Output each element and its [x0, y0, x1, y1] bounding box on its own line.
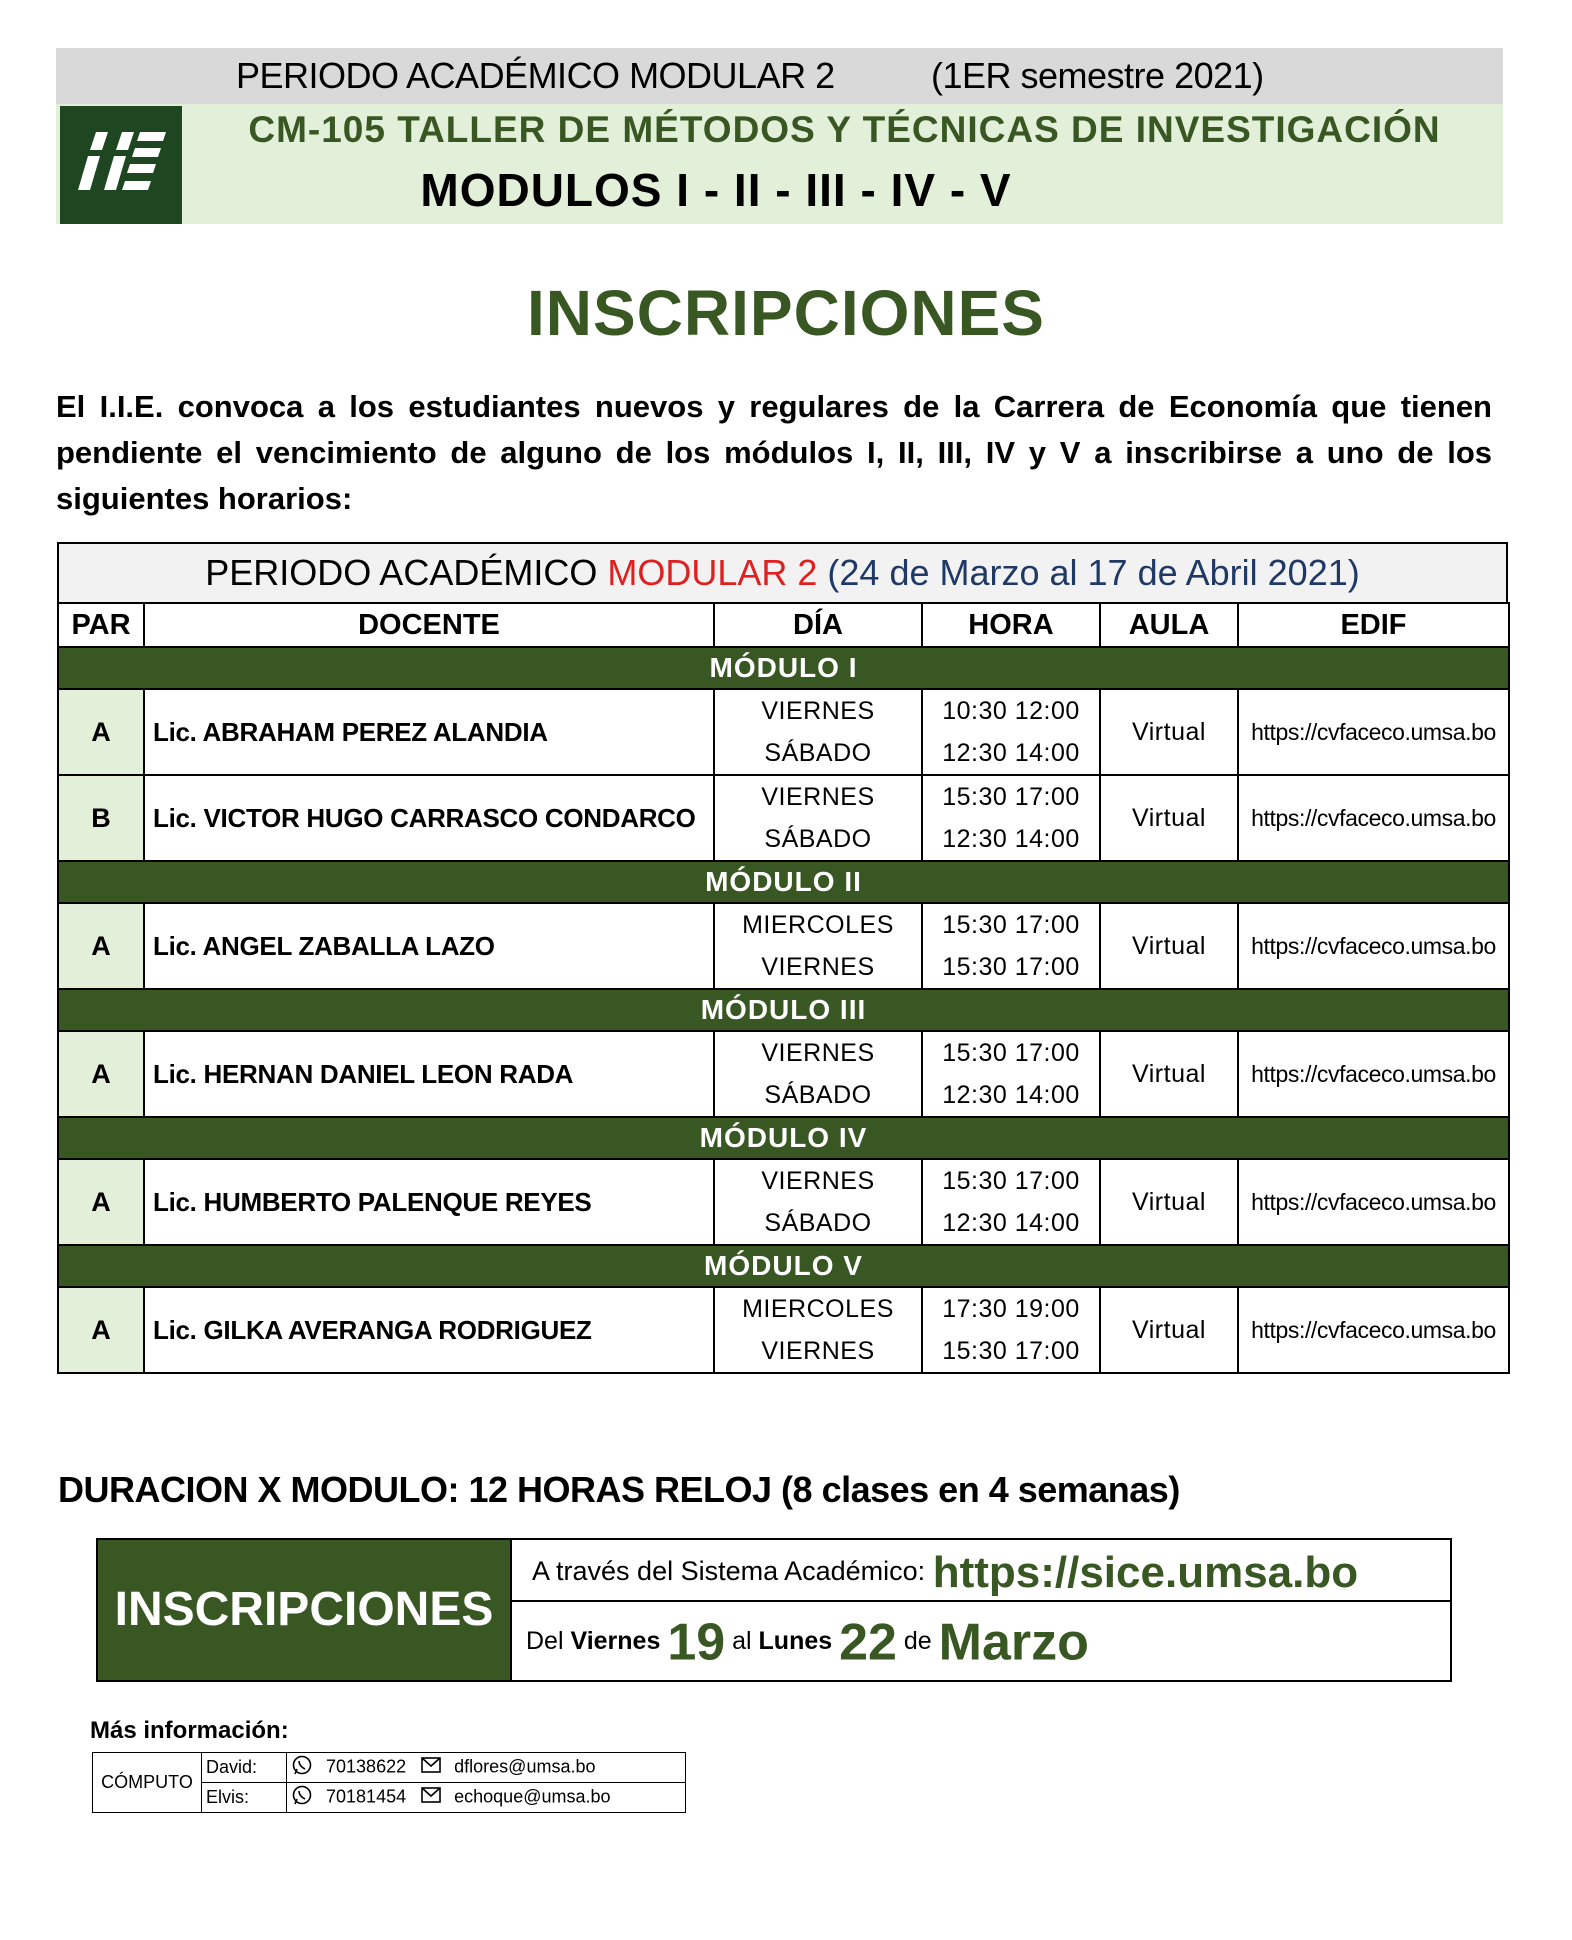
hora-value: 15:30 17:00	[942, 1337, 1080, 1365]
hora-cell	[922, 903, 1100, 989]
table-row	[58, 689, 1509, 775]
table-header-row	[58, 603, 1509, 647]
aula-cell: Virtual	[1100, 775, 1238, 861]
dia-value: VIERNES	[761, 1167, 875, 1195]
schedule-period-row	[57, 542, 1508, 602]
dia-value: MIERCOLES	[742, 911, 894, 939]
dia-value: SÁBADO	[764, 825, 872, 853]
page-title: INSCRIPCIONES	[527, 277, 1045, 349]
aula-cell: Virtual	[1100, 1287, 1238, 1373]
par-cell: B	[58, 775, 144, 861]
par-cell: A	[58, 1287, 144, 1373]
del-text: Del	[526, 1627, 564, 1655]
dia-value: MIERCOLES	[742, 1295, 894, 1323]
col-hora: HORA	[922, 603, 1100, 647]
module-header-row	[58, 1117, 1509, 1159]
edif-link[interactable]: https://cvfaceco.umsa.bo	[1238, 775, 1509, 861]
period-dates: (24 de Marzo al 17 de Abril 2021)	[827, 552, 1360, 593]
intro-paragraph: El I.I.E. convoca a los estudiantes nuevos y regulares de la Carrera de Economía que tienen pendiente el vencimiento de alguno de los módulos I, II, III, IV y V a inscribirse a uno de los siguientes horarios:	[56, 389, 1492, 516]
aula-cell: Virtual	[1100, 903, 1238, 989]
header-period-bar	[56, 48, 1503, 104]
registration-label: INSCRIPCIONES	[98, 1540, 510, 1680]
table-row	[58, 1287, 1509, 1373]
table-row	[58, 775, 1509, 861]
hora-value: 12:30 14:00	[942, 739, 1080, 767]
dia-value: SÁBADO	[764, 1081, 872, 1109]
dia-cell	[714, 1287, 922, 1373]
start-day-number: 19	[667, 1613, 726, 1672]
col-dia: DÍA	[714, 603, 922, 647]
docente-cell: Lic. ABRAHAM PEREZ ALANDIA	[144, 689, 714, 775]
contact-name: David:	[202, 1753, 287, 1783]
contact-phone[interactable]: 70181454	[326, 1786, 407, 1807]
docente-cell: Lic. VICTOR HUGO CARRASCO CONDARCO	[144, 775, 714, 861]
par-cell: A	[58, 1031, 144, 1117]
dia-cell	[714, 775, 922, 861]
module-header-row	[58, 1245, 1509, 1287]
hora-value: 15:30 17:00	[942, 953, 1080, 981]
aula-cell: Virtual	[1100, 1159, 1238, 1245]
hora-cell	[922, 775, 1100, 861]
contact-table	[92, 1752, 686, 1813]
module-header-row	[58, 647, 1509, 689]
col-aula: AULA	[1100, 603, 1238, 647]
hora-cell	[922, 1287, 1100, 1373]
docente-cell: Lic. ANGEL ZABALLA LAZO	[144, 903, 714, 989]
dia-cell	[714, 903, 922, 989]
modules-title: MODULOS I - II - III - IV - V	[420, 164, 1012, 216]
month-text: Marzo	[938, 1613, 1089, 1672]
dia-value: VIERNES	[761, 953, 875, 981]
whatsapp-icon	[291, 1754, 313, 1781]
aula-cell: Virtual	[1100, 689, 1238, 775]
contact-email[interactable]: echoque@umsa.bo	[454, 1786, 611, 1807]
edif-link[interactable]: https://cvfaceco.umsa.bo	[1238, 903, 1509, 989]
dia-value: VIERNES	[761, 783, 875, 811]
par-cell: A	[58, 1159, 144, 1245]
course-title: CM-105 TALLER DE MÉTODOS Y TÉCNICAS DE INVESTIGACIÓN	[248, 109, 1441, 150]
contact-name: Elvis:	[202, 1783, 287, 1813]
al-text: al	[732, 1627, 752, 1655]
edif-link[interactable]: https://cvfaceco.umsa.bo	[1238, 1287, 1509, 1373]
dia-cell	[714, 1159, 922, 1245]
registration-system-row	[510, 1540, 1450, 1602]
period-modular: MODULAR 2	[607, 552, 818, 593]
hora-value: 15:30 17:00	[942, 1039, 1080, 1067]
hora-value: 15:30 17:00	[942, 911, 1080, 939]
contact-details	[287, 1753, 686, 1783]
hora-value: 15:30 17:00	[942, 783, 1080, 811]
via-text: A través del Sistema Académico:	[532, 1556, 926, 1586]
email-icon	[421, 1787, 441, 1808]
sice-link[interactable]: https://sice.umsa.bo	[932, 1547, 1359, 1597]
edif-link[interactable]: https://cvfaceco.umsa.bo	[1238, 689, 1509, 775]
semester-label: (1ER semestre 2021)	[931, 55, 1264, 96]
edif-link[interactable]: https://cvfaceco.umsa.bo	[1238, 1031, 1509, 1117]
hora-value: 12:30 14:00	[942, 825, 1080, 853]
iie-logo-icon	[60, 106, 182, 224]
par-cell: A	[58, 903, 144, 989]
module-name: MÓDULO V	[58, 1245, 1509, 1287]
hora-value: 15:30 17:00	[942, 1167, 1080, 1195]
registration-box	[96, 1538, 1452, 1682]
module-header-row	[58, 989, 1509, 1031]
table-row	[58, 1159, 1509, 1245]
whatsapp-icon	[291, 1784, 313, 1811]
hora-value: 12:30 14:00	[942, 1081, 1080, 1109]
docente-cell: Lic. HUMBERTO PALENQUE REYES	[144, 1159, 714, 1245]
de-text: de	[903, 1627, 932, 1655]
duration-note: DURACION X MODULO: 12 HORAS RELOJ (8 clases en 4 semanas)	[58, 1469, 1180, 1510]
dia-value: VIERNES	[761, 1337, 875, 1365]
contact-details	[287, 1783, 686, 1813]
schedule-table	[57, 542, 1508, 1374]
module-name: MÓDULO II	[58, 861, 1509, 903]
aula-cell: Virtual	[1100, 1031, 1238, 1117]
module-name: MÓDULO I	[58, 647, 1509, 689]
dia-value: VIERNES	[761, 697, 875, 725]
contact-email[interactable]: dflores@umsa.bo	[454, 1756, 596, 1777]
hora-value: 10:30 12:00	[942, 697, 1080, 725]
docente-cell: Lic. GILKA AVERANGA RODRIGUEZ	[144, 1287, 714, 1373]
dia-value: VIERNES	[761, 1039, 875, 1067]
dia-value: SÁBADO	[764, 739, 872, 767]
period-prefix: PERIODO ACADÉMICO	[205, 552, 598, 593]
module-name: MÓDULO III	[58, 989, 1509, 1031]
edif-link[interactable]: https://cvfaceco.umsa.bo	[1238, 1159, 1509, 1245]
period-title: PERIODO ACADÉMICO MODULAR 2	[236, 55, 835, 96]
table-row	[58, 1031, 1509, 1117]
col-edif: EDIF	[1238, 603, 1509, 647]
par-cell: A	[58, 689, 144, 775]
hora-value: 12:30 14:00	[942, 1209, 1080, 1237]
hora-cell	[922, 1031, 1100, 1117]
hora-cell	[922, 1159, 1100, 1245]
dia-value: SÁBADO	[764, 1209, 872, 1237]
docente-cell: Lic. HERNAN DANIEL LEON RADA	[144, 1031, 714, 1117]
department-cell: CÓMPUTO	[93, 1753, 202, 1813]
hora-value: 17:30 19:00	[942, 1295, 1080, 1323]
more-info-heading: Más información:	[90, 1717, 289, 1744]
module-header-row	[58, 861, 1509, 903]
header-course-bar	[56, 104, 1503, 224]
col-par: PAR	[58, 603, 144, 647]
end-day-number: 22	[839, 1613, 897, 1672]
dia-cell	[714, 689, 922, 775]
col-docente: DOCENTE	[144, 603, 714, 647]
module-name: MÓDULO IV	[58, 1117, 1509, 1159]
email-icon	[421, 1757, 441, 1778]
table-row	[58, 903, 1509, 989]
contact-phone[interactable]: 70138622	[326, 1756, 407, 1777]
dia-cell	[714, 1031, 922, 1117]
day1-text: Viernes	[570, 1627, 661, 1655]
registration-dates-row	[510, 1602, 1450, 1680]
hora-cell	[922, 689, 1100, 775]
day2-text: Lunes	[758, 1627, 833, 1655]
